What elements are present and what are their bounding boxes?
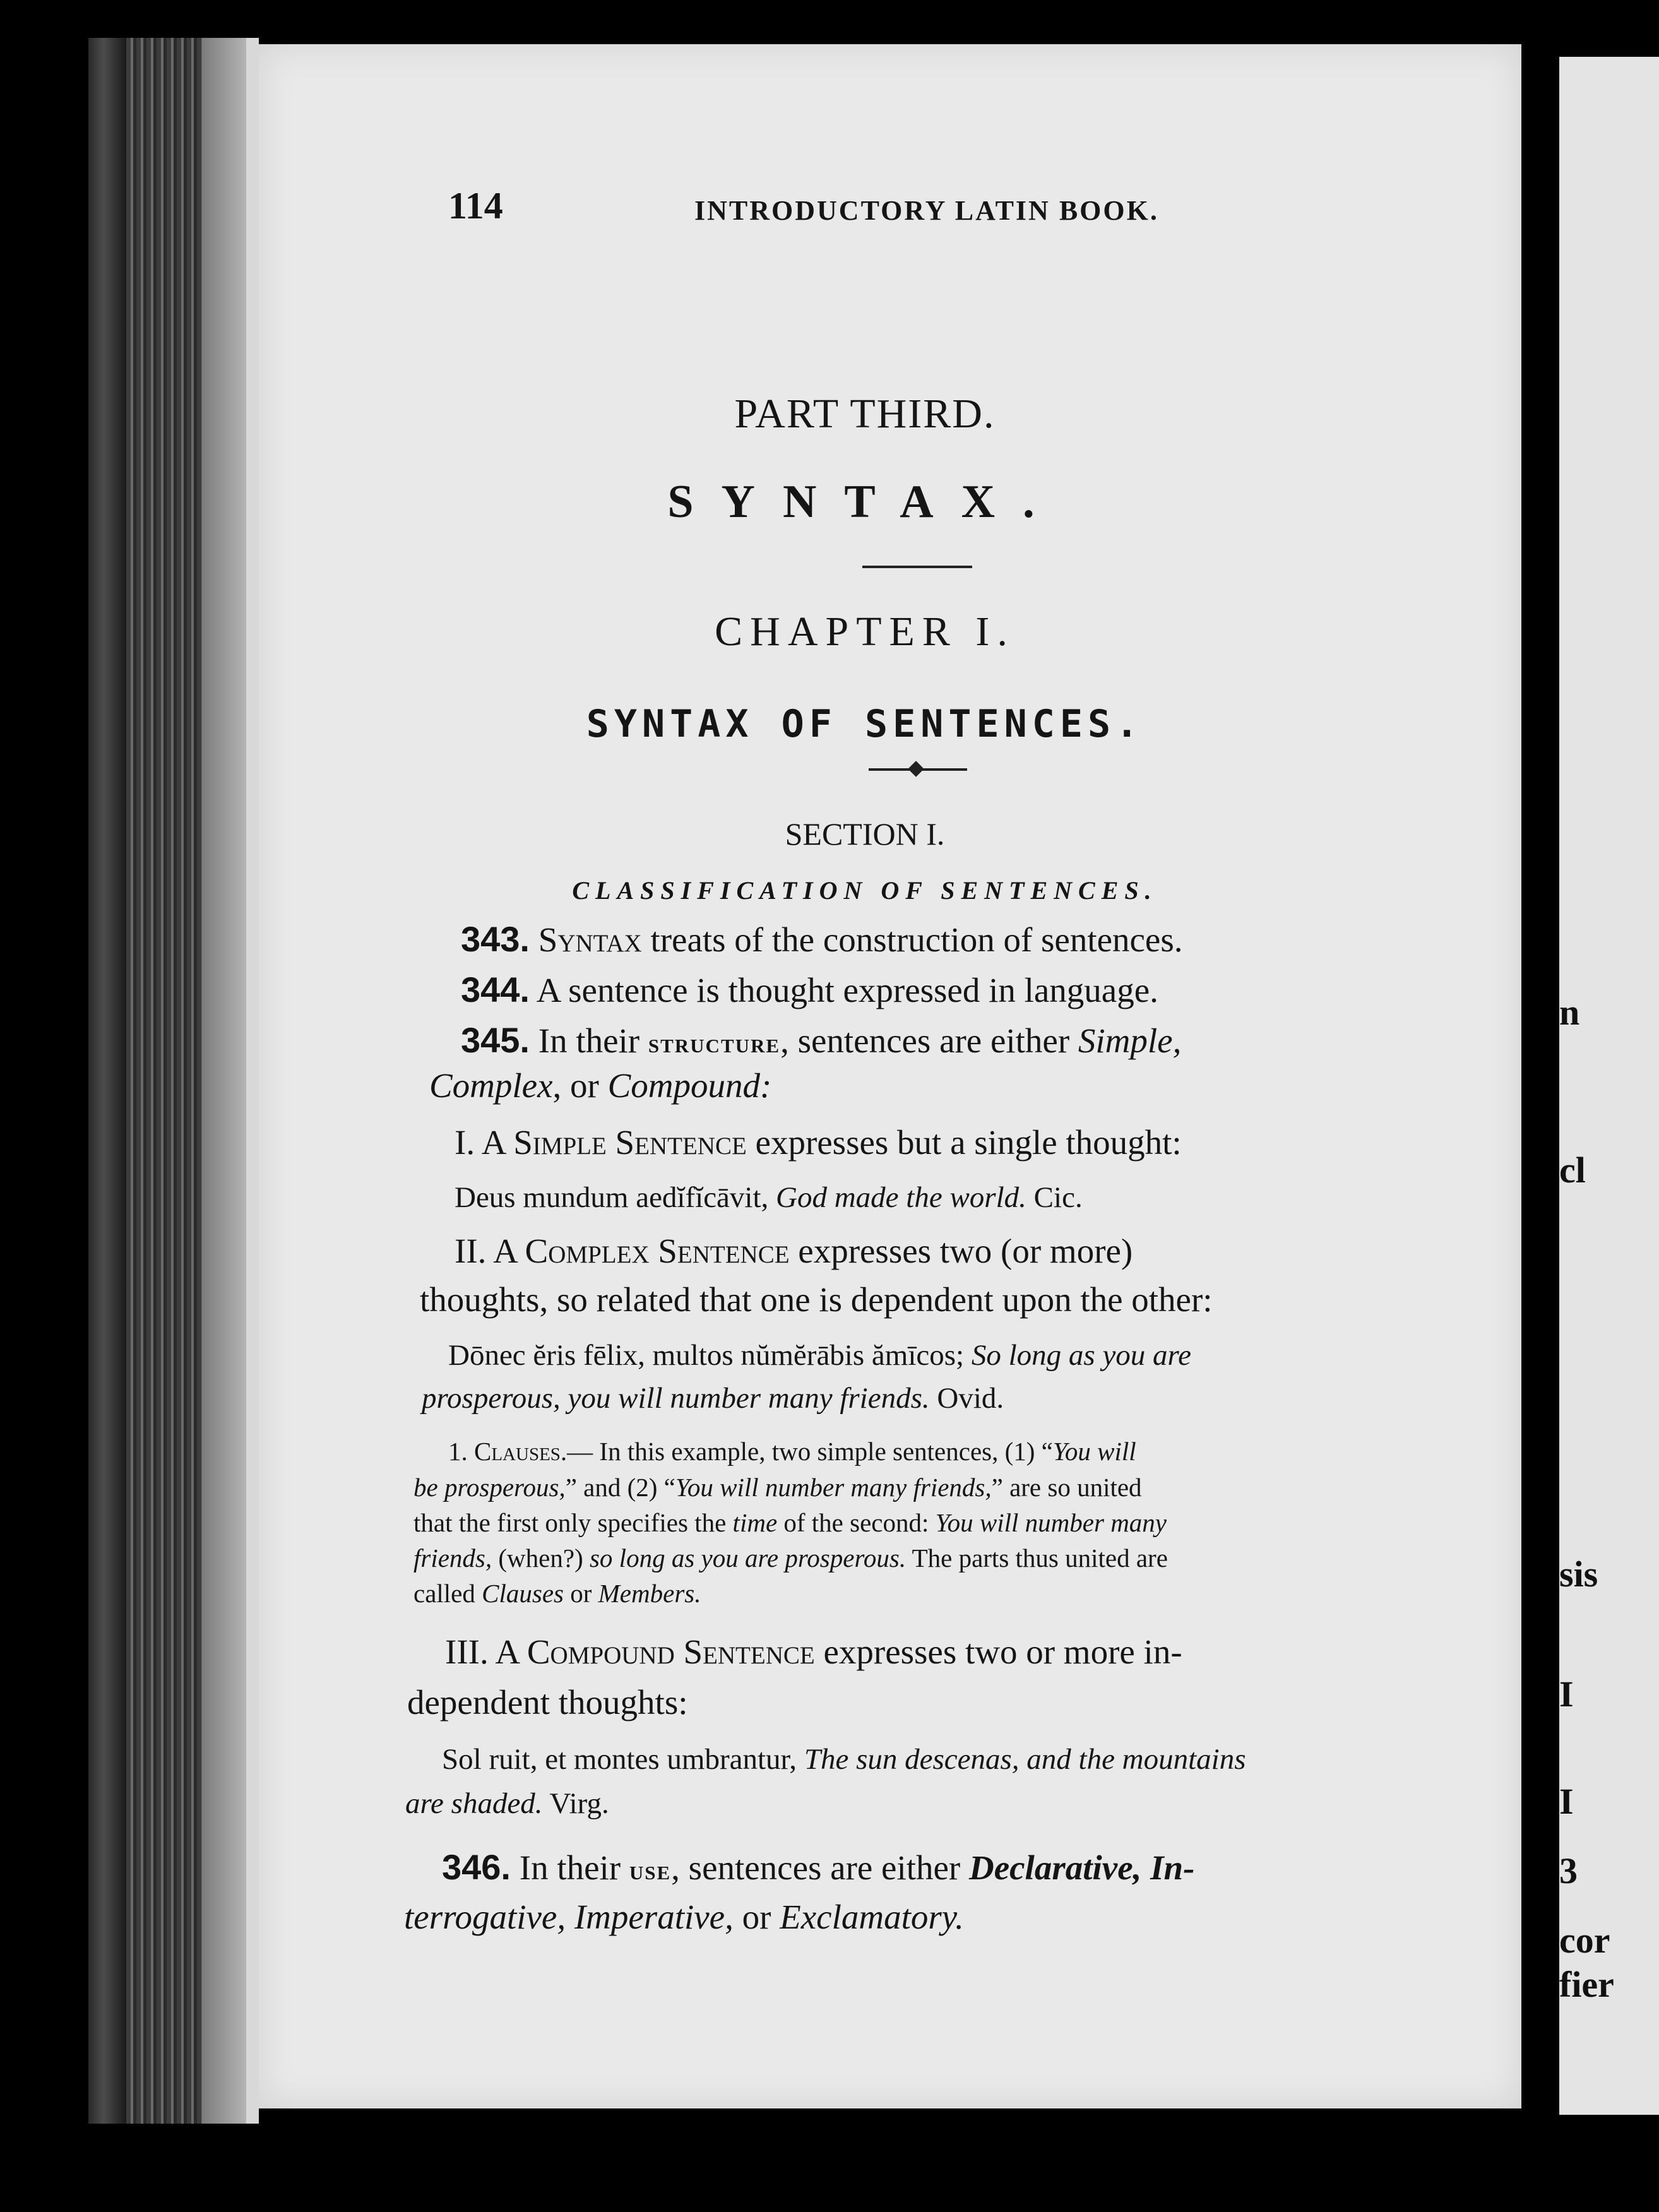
paragraph-345: [461, 1020, 1181, 1061]
latin-example: Sol ruit, et montes umbrantur,: [442, 1743, 797, 1776]
compound-sentence-def-cont: dependent thoughts:: [407, 1683, 688, 1721]
compound-example-cont: [405, 1787, 609, 1821]
keyword: Complex Sentence: [525, 1232, 790, 1270]
emphasis: Clauses: [482, 1579, 564, 1608]
simple-example: [455, 1180, 1083, 1215]
main-title: SYNTAX.: [667, 476, 1062, 528]
term: Complex: [429, 1066, 553, 1105]
paragraph-text: , sentences are either: [780, 1021, 1070, 1060]
chapter-subtitle: SYNTAX OF SENTENCES.: [586, 702, 1144, 746]
note-text: ” and (2) “: [565, 1473, 675, 1502]
translation: are shaded.: [405, 1787, 543, 1820]
note-text: ” are so united: [991, 1473, 1142, 1502]
facing-page: [1559, 57, 1659, 2115]
term: Exclamatory.: [780, 1898, 964, 1936]
paragraph-text: In their: [519, 1848, 621, 1887]
facing-fragment: 3: [1559, 1850, 1578, 1891]
source: Ovid.: [937, 1382, 1004, 1415]
keyword: structure: [648, 1028, 781, 1059]
quote: be prosperous,: [413, 1473, 566, 1502]
item-label: II. A: [455, 1232, 516, 1270]
note-text: or: [570, 1579, 592, 1608]
paragraph-text: expresses two or more in-: [823, 1632, 1182, 1671]
keyword: Syntax: [538, 920, 642, 959]
paragraph-346-cont: [404, 1897, 964, 1937]
book-page: [259, 44, 1521, 2108]
chapter-title: CHAPTER I.: [715, 609, 1015, 655]
translation: So long as you are: [971, 1339, 1191, 1372]
item-label: I. A: [455, 1123, 505, 1162]
note-text: (when?): [498, 1543, 583, 1573]
paragraph-text: In their: [538, 1021, 640, 1060]
paragraph-344: [461, 969, 1158, 1010]
latin-example: Dōnec ĕris fēlix, multos nŭmĕrābis ămīcos;: [448, 1339, 965, 1372]
source: Cic.: [1033, 1181, 1083, 1214]
quote: You will: [1052, 1437, 1136, 1466]
keyword: Compound Sentence: [526, 1632, 815, 1671]
note-text: — In this example, two simple sentences, (1) “: [567, 1437, 1053, 1466]
term: Imperative,: [574, 1898, 734, 1936]
translation: The sun descenas, and the mountains: [804, 1743, 1246, 1776]
note-clauses-line5: [413, 1578, 701, 1608]
note-number: 1.: [448, 1437, 468, 1466]
paragraph-text: , or: [552, 1066, 599, 1105]
complex-sentence-def-cont: thoughts, so related that one is dependent upon the other:: [420, 1280, 1213, 1319]
section-subtitle: CLASSIFICATION OF SENTENCES.: [572, 876, 1158, 905]
compound-sentence-def: [445, 1632, 1182, 1672]
running-title: INTRODUCTORY LATIN BOOK.: [694, 195, 1159, 226]
note-clauses-line2: [413, 1472, 1142, 1502]
section-title: SECTION I.: [785, 816, 945, 852]
note-text: The parts thus united are: [912, 1543, 1168, 1573]
page-gutter: [202, 38, 246, 2124]
note-clauses-line4: [413, 1543, 1168, 1573]
page-stack-edge: [126, 38, 202, 2124]
term: Declarative, In-: [969, 1848, 1195, 1887]
paragraph-345-cont: [429, 1066, 771, 1105]
paragraph-number: 344.: [461, 970, 530, 1009]
paragraph-text: A sentence is thought expressed in language.: [536, 971, 1158, 1009]
facing-fragment: n: [1559, 992, 1580, 1033]
paragraph-number: 343.: [461, 919, 530, 959]
keyword: Simple Sentence: [513, 1123, 747, 1162]
complex-example: [448, 1338, 1191, 1372]
paragraph-text: , sentences are either: [671, 1848, 961, 1887]
item-label: III. A: [445, 1632, 519, 1671]
quote: so long as you are prosperous.: [589, 1543, 907, 1573]
translation: prosperous, you will number many friends.: [422, 1382, 930, 1415]
divider-rule: [862, 566, 972, 568]
simple-sentence-def: [455, 1122, 1182, 1162]
paragraph-text: expresses two (or more): [798, 1232, 1133, 1270]
compound-example: [442, 1742, 1246, 1776]
keyword: Clauses.: [474, 1437, 568, 1466]
facing-fragment: cor: [1559, 1920, 1610, 1961]
term: terrogative,: [404, 1898, 566, 1936]
emphasis: Members.: [598, 1579, 701, 1608]
translation: God made the world.: [776, 1181, 1026, 1214]
paragraph-346: [442, 1846, 1194, 1888]
page-number: 114: [448, 185, 503, 227]
paragraph-343: [461, 919, 1183, 960]
quote: You will number many: [935, 1508, 1167, 1537]
note-text: called: [413, 1579, 475, 1608]
note-clauses-line3: [413, 1507, 1167, 1538]
part-title: PART THIRD.: [734, 391, 996, 437]
facing-fragment: I: [1559, 1674, 1574, 1715]
paragraph-text: or: [742, 1898, 771, 1936]
term: Simple,: [1078, 1021, 1182, 1060]
facing-fragment: sis: [1559, 1554, 1598, 1595]
keyword: use: [629, 1855, 672, 1886]
latin-example: Deus mundum aedĭfĭcāvit,: [455, 1181, 769, 1214]
complex-sentence-def: [455, 1231, 1133, 1271]
note-text: of the second:: [783, 1508, 929, 1537]
term: Compound:: [607, 1066, 772, 1105]
complex-example-cont: [422, 1381, 1004, 1415]
page-gutter-highlight: [246, 38, 259, 2124]
note-clauses-line1: [448, 1436, 1136, 1466]
paragraph-text: treats of the construction of sentences.: [650, 920, 1183, 959]
quote: You will number many friends,: [675, 1473, 992, 1502]
emphasis: time: [732, 1508, 778, 1537]
paragraph-text: expresses but a single thought:: [755, 1123, 1182, 1162]
note-text: that the first only specifies the: [413, 1508, 727, 1537]
ornament-diamond-icon: [908, 761, 924, 776]
paragraph-number: 346.: [442, 1847, 511, 1887]
paragraph-number: 345.: [461, 1020, 530, 1060]
source: Virg.: [549, 1787, 609, 1820]
facing-fragment: cl: [1559, 1150, 1586, 1191]
quote: friends,: [413, 1543, 492, 1573]
facing-fragment: I: [1559, 1781, 1574, 1822]
facing-fragment: fier: [1559, 1964, 1614, 2005]
book-binding: [88, 38, 126, 2124]
